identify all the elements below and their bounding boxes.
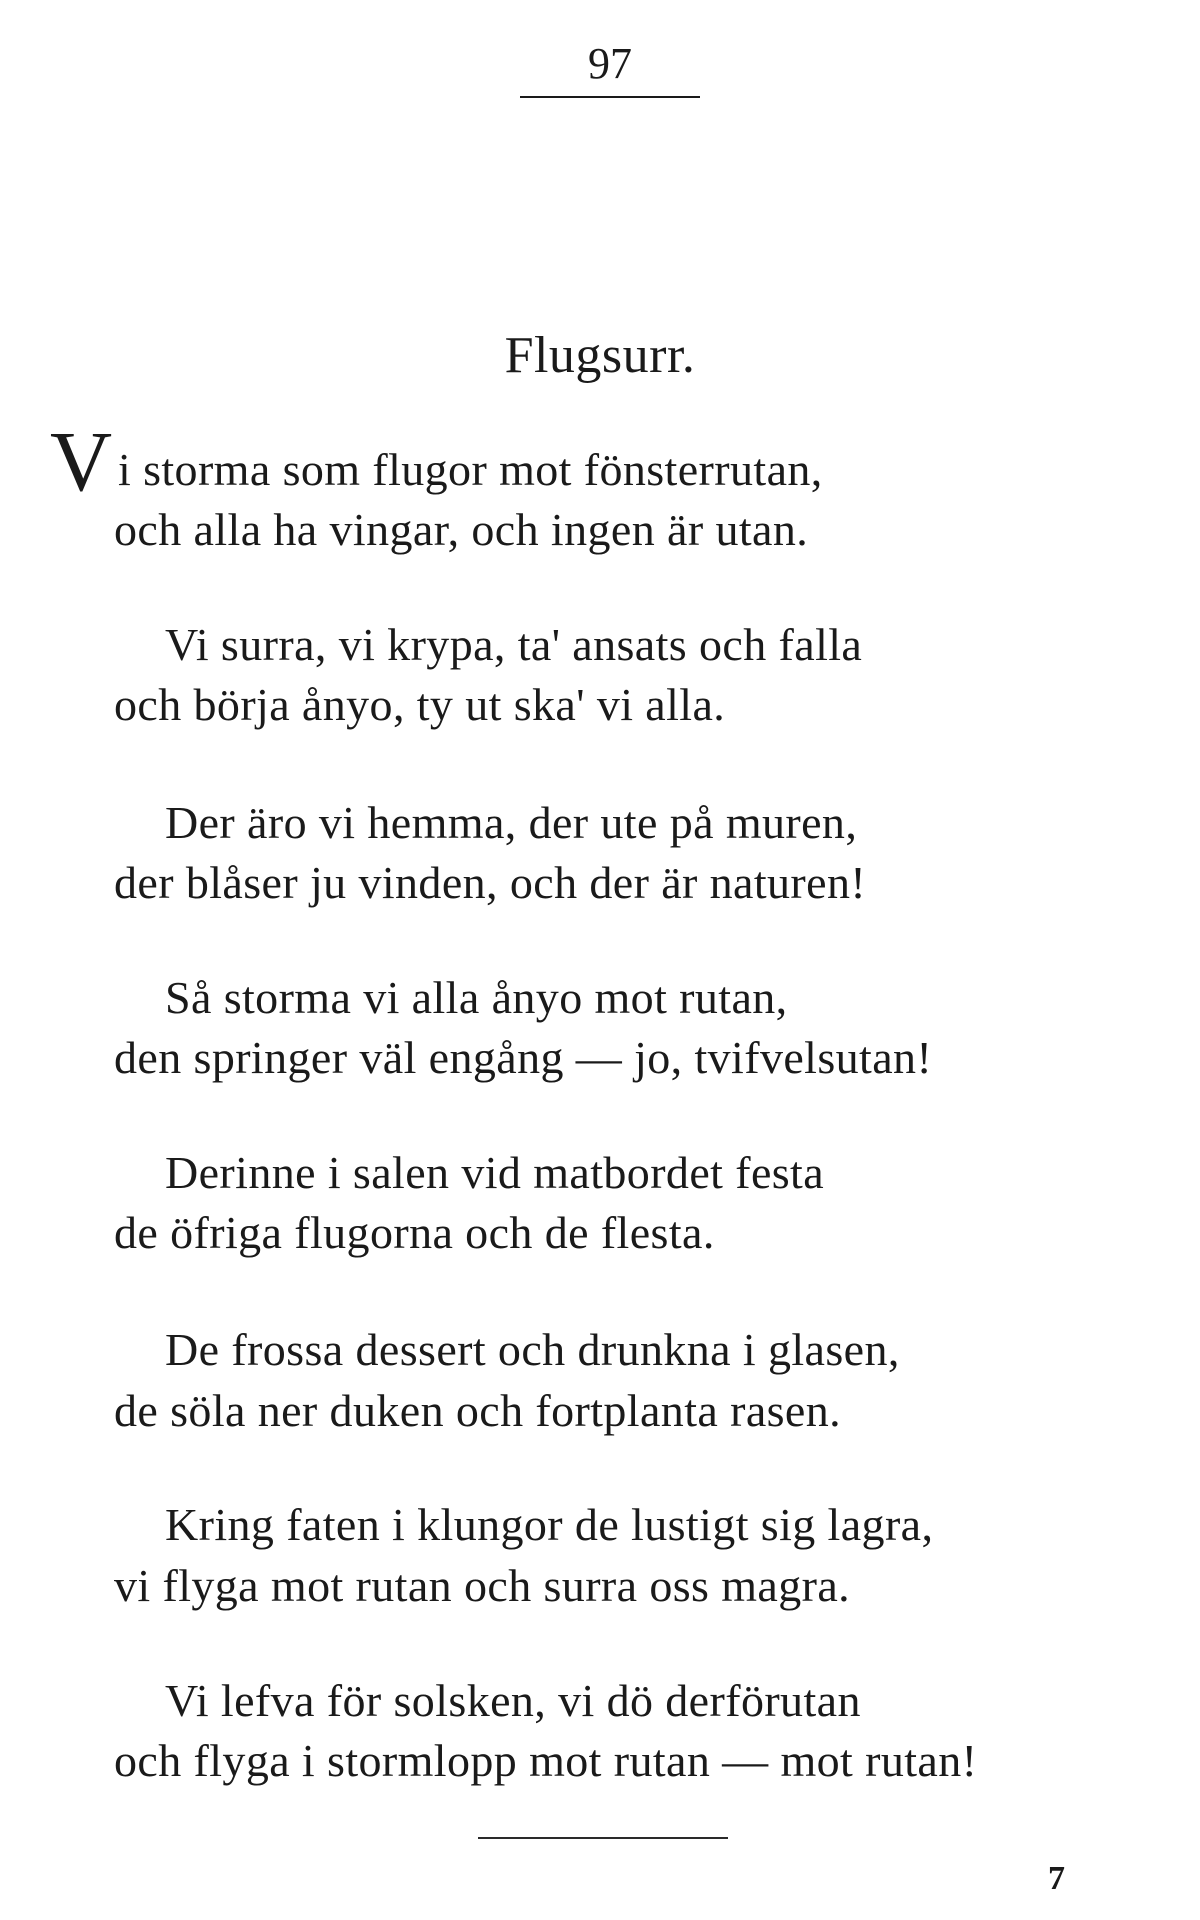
poem-line-12: de söla ner duken och fortplanta rasen.	[114, 1385, 842, 1436]
poem-line-1: i storma som flugor mot fönsterrutan,	[118, 444, 823, 495]
poem-line-13: Kring faten i klungor de lustigt sig lagra,	[165, 1499, 934, 1550]
poem-line-8: den springer väl engång — jo, tvifvelsutan!	[114, 1032, 933, 1083]
poem-line-10: de öfriga flugorna och de flesta.	[114, 1207, 715, 1258]
poem-line-9: Derinne i salen vid matbordet festa	[165, 1147, 825, 1198]
signature-mark: 7	[1048, 1860, 1065, 1897]
poem-line-2: och alla ha vingar, och ingen är utan.	[114, 504, 809, 555]
page-number: 97	[588, 39, 632, 88]
poem-title: Flugsurr.	[504, 327, 696, 384]
poem-line-6: der blåser ju vinden, och der är naturen!	[114, 857, 867, 908]
poem-line-16: och flyga i stormlopp mot rutan — mot rutan!	[114, 1735, 978, 1786]
poem-line-14: vi flyga mot rutan och surra oss magra.	[114, 1560, 851, 1611]
poem-line-15: Vi lefva för solsken, vi dö derförutan	[165, 1675, 861, 1726]
poem-line-3: Vi surra, vi krypa, ta' ansats och falla	[165, 619, 863, 670]
end-rule	[478, 1837, 728, 1839]
drop-cap: V	[50, 413, 113, 509]
poem-line-5: Der äro vi hemma, der ute på muren,	[165, 797, 858, 848]
poem-line-4: och börja ånyo, ty ut ska' vi alla.	[114, 679, 726, 730]
poem-line-7: Så storma vi alla ånyo mot rutan,	[165, 972, 788, 1023]
poem-line-11: De frossa dessert och drunkna i glasen,	[165, 1324, 900, 1375]
